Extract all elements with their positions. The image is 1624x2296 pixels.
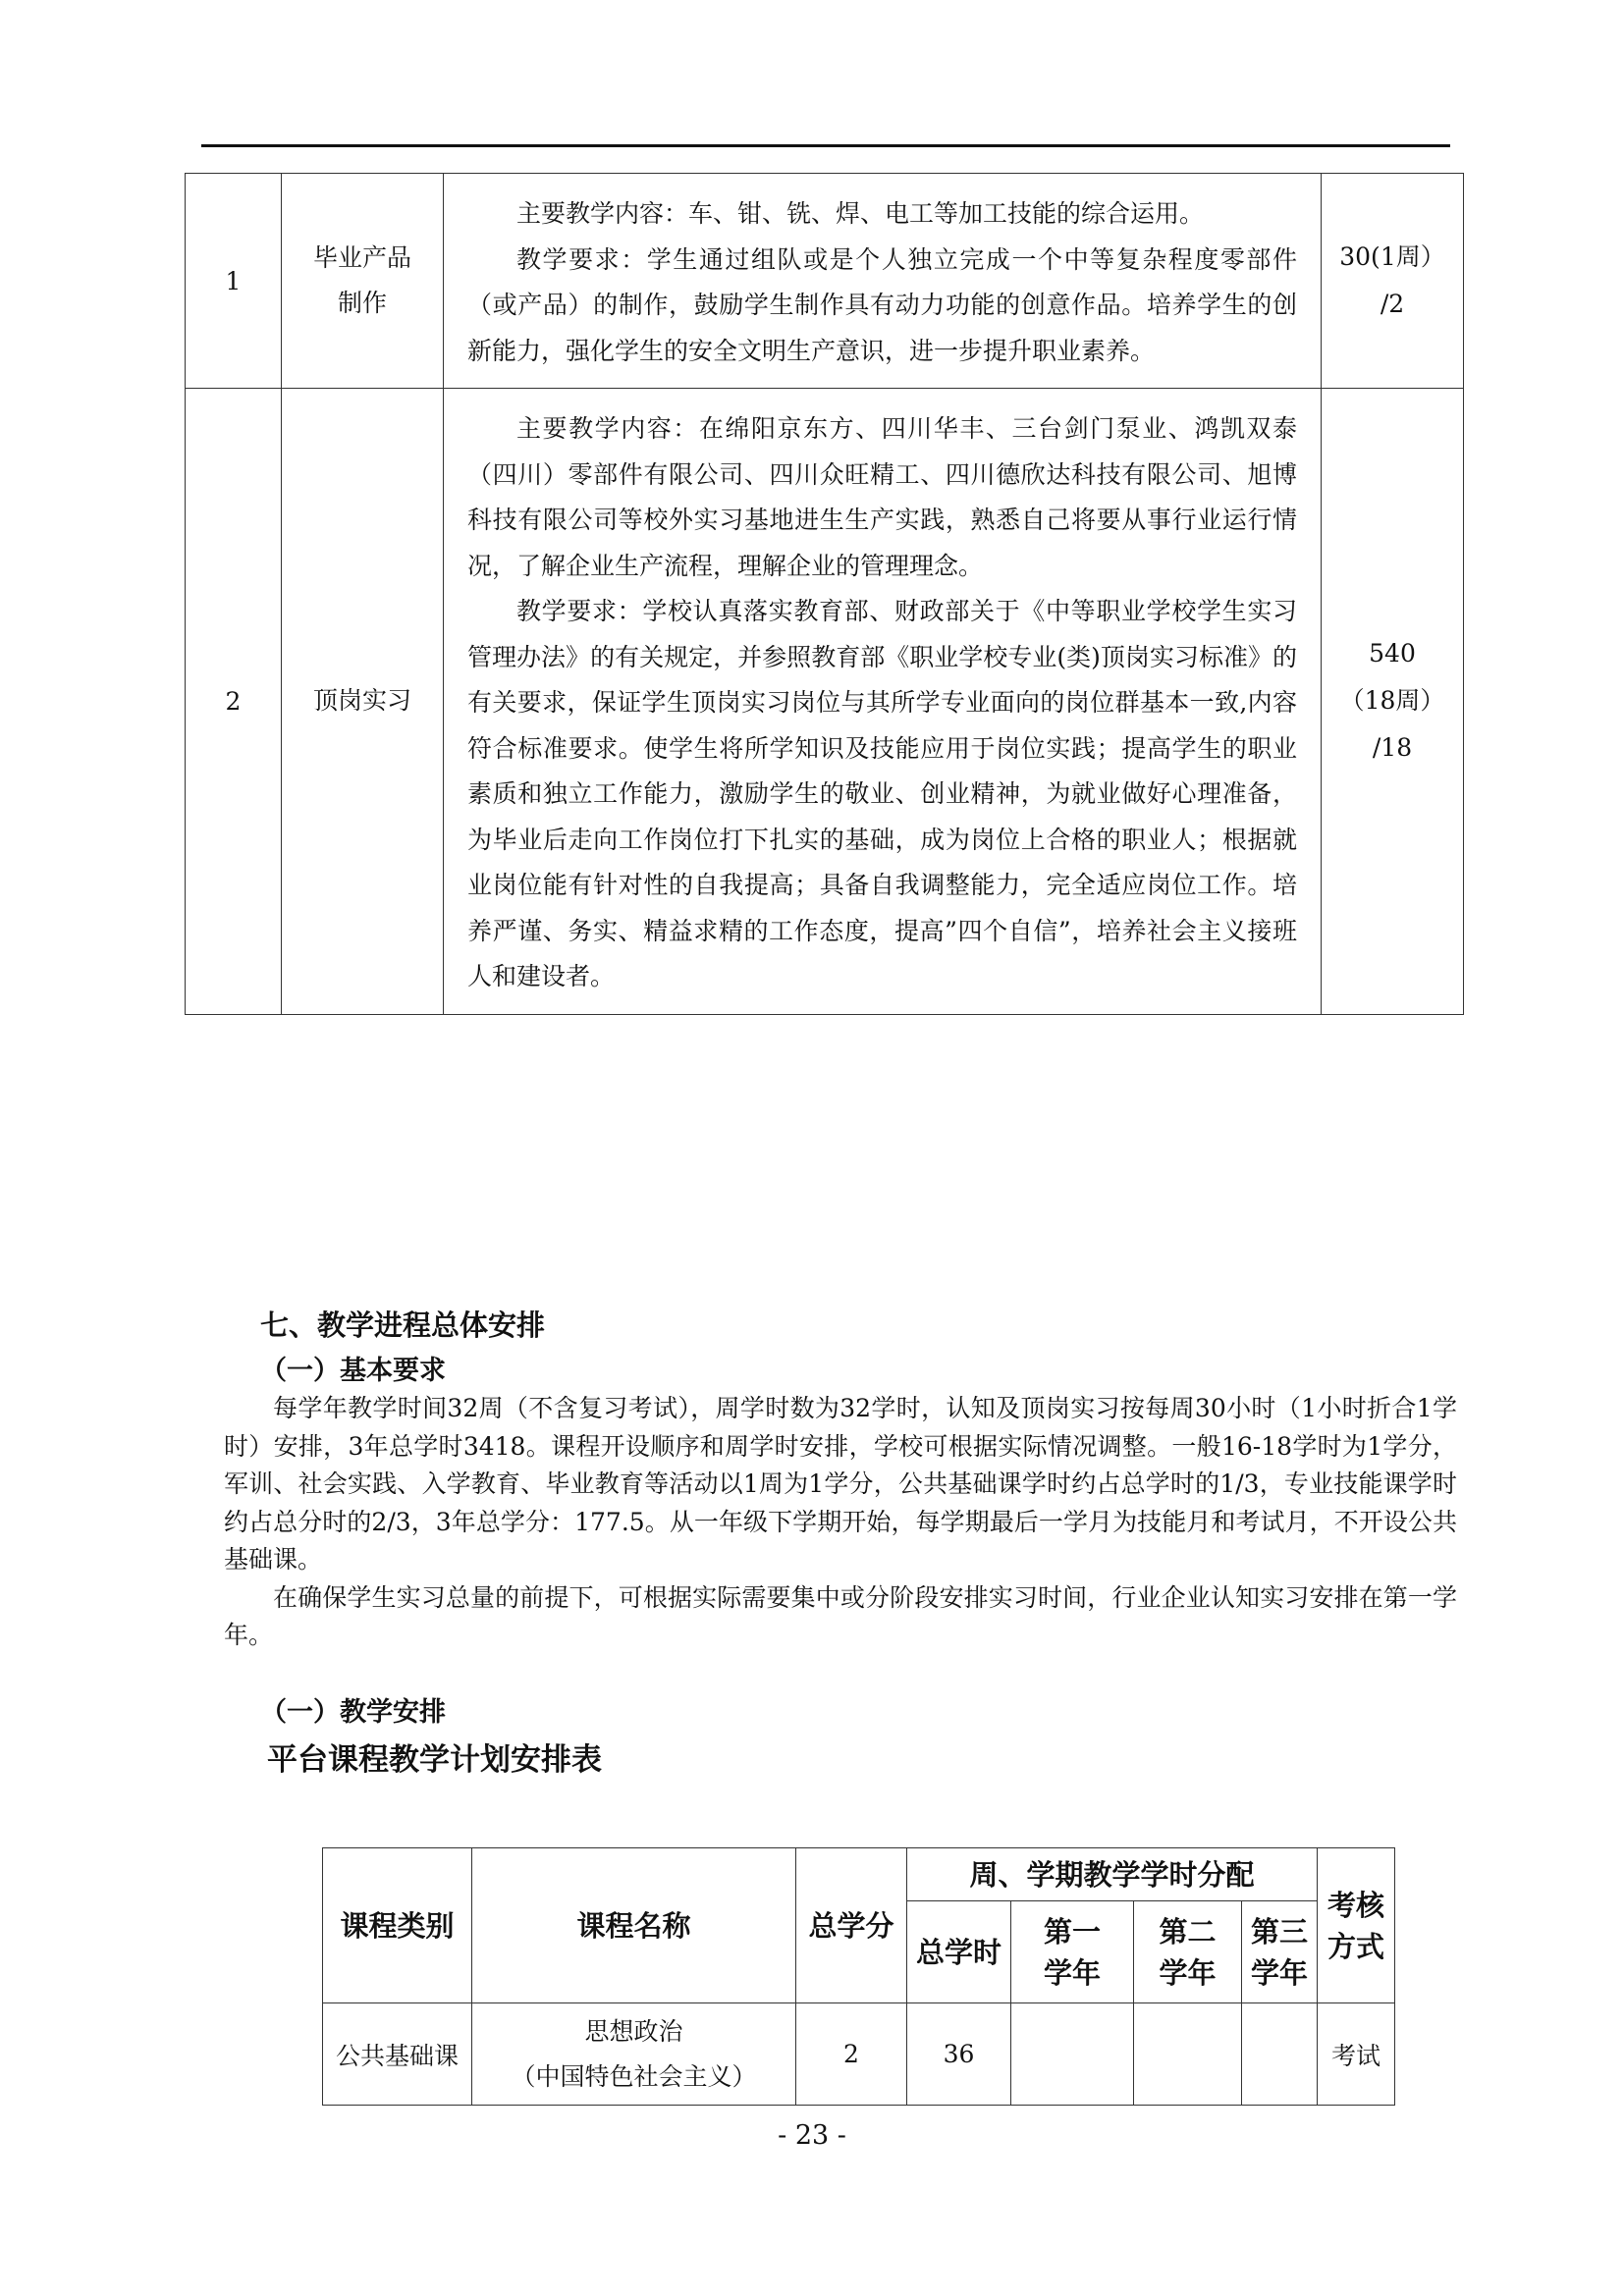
project-content xyxy=(444,174,1322,389)
body-paragraph: 在确保学生实习总量的前提下，可根据实际需要集中或分阶段安排实习时间，行业企业认知实习安排在第一学年。 xyxy=(224,1582,1457,1649)
content-paragraph: 主要教学内容：车、钳、铣、焊、电工等加工技能的综合运用。 xyxy=(516,199,1205,228)
cell-year2 xyxy=(1134,2003,1242,2106)
header-year1: 第一 学年 xyxy=(1011,1901,1134,2003)
cell-course: 思想政治 （中国特色社会主义） xyxy=(472,2003,796,2106)
project-name: 毕业产品 制作 xyxy=(282,174,444,389)
cell-total-hours: 36 xyxy=(907,2003,1011,2106)
table-row xyxy=(323,2003,1395,2106)
header-distribution: 周、学期教学学时分配 xyxy=(907,1848,1318,1901)
project-hours: 30(1周） /2 xyxy=(1322,174,1464,389)
header-assessment: 考核 方式 xyxy=(1318,1848,1395,2003)
plan-table xyxy=(322,1847,1395,2106)
table-title: 平台课程教学计划安排表 xyxy=(267,1742,602,1778)
page-number: - 23 - xyxy=(778,2120,846,2151)
header-course: 课程名称 xyxy=(472,1848,796,2003)
cell-assessment: 考试 xyxy=(1318,2003,1395,2106)
header-year2: 第二 学年 xyxy=(1134,1901,1242,2003)
subsection-heading-basic: （一）基本要求 xyxy=(260,1356,446,1386)
table-row xyxy=(186,174,1464,389)
cell-credits: 2 xyxy=(796,2003,907,2106)
practice-table xyxy=(185,173,1464,1015)
header-year3: 第三 学年 xyxy=(1242,1901,1318,2003)
cell-year3 xyxy=(1242,2003,1318,2106)
project-hours: 540 （18周） /18 xyxy=(1322,389,1464,1015)
content-paragraph: 教学要求：学校认真落实教育部、财政部关于《中等职业学校学生实习管理办法》的有关规定，并参照教育部《职业学校专业(类)顶岗实习标准》的有关要求，保证学生顶岗实习岗位与其所学专业面向的岗位群基本一致,内容符合标准要求。使学生将所学知识及技能应用于岗位实践；提高学生的职业素质和独立工作能力，激励学生的敬业、创业精神，为就业做好心理准备，为毕业后走向工作岗位打下扎实的基础，成为岗位上合格的职业人；根据就业岗位能有针对性的自我提高；具备自我调整能力，完全适应岗位工作。培养严谨、务实、精益求精的工作态度，提高”四个自信”，培养社会主义接班人和建设者。 xyxy=(467,597,1297,990)
body-paragraph: 每学年教学时间32周（不含复习考试），周学时数为32学时，认知及顶岗实习按每周30小时（1小时折合1学时）安排，3年总学时3418。课程开设顺序和周学时安排，学校可根据实际情况调整。一般16-18学时为1学分，军训、社会实践、入学教育、毕业教育等活动以1周为1学分，公共基础课学时约占总学时的1/3，专业技能课学时约占总分时的2/3，3年总学分：177.5。从一年级下学期开始，每学期最后一学月为技能月和考试月，不开设公共基础课。 xyxy=(224,1394,1457,1574)
content-paragraph: 主要教学内容：在绵阳京东方、四川华丰、三台剑门泵业、鸿凯双泰（四川）零部件有限公司、四川众旺精工、四川德欣达科技有限公司、旭博科技有限公司等校外实习基地进生生产实践，熟悉自己将要从事行业运行情况，了解企业生产流程，理解企业的管理理念。 xyxy=(467,414,1297,580)
header-total-hours: 总学时 xyxy=(907,1901,1011,2003)
content-paragraph: 教学要求：学生通过组队或是个人独立完成一个中等复杂程度零部件（或产品）的制作，鼓励学生制作具有动力功能的创意作品。培养学生的创新能力，强化学生的安全文明生产意识，进一步提升职业素养。 xyxy=(467,244,1297,365)
row-number: 1 xyxy=(186,174,282,389)
header-row xyxy=(323,1848,1395,1901)
cell-category: 公共基础课 xyxy=(323,2003,472,2106)
header-category: 课程类别 xyxy=(323,1848,472,2003)
row-number: 2 xyxy=(186,389,282,1015)
subsection-heading-arrangement: （一）教学安排 xyxy=(260,1697,446,1728)
cell-year1 xyxy=(1011,2003,1134,2106)
header-rule xyxy=(201,144,1450,147)
project-name: 顶岗实习 xyxy=(282,389,444,1015)
project-content xyxy=(444,389,1322,1015)
header-credits: 总学分 xyxy=(796,1848,907,2003)
basic-requirements xyxy=(224,1390,1457,1655)
section-heading: 七、教学进程总体安排 xyxy=(260,1308,546,1342)
table-row xyxy=(186,389,1464,1015)
